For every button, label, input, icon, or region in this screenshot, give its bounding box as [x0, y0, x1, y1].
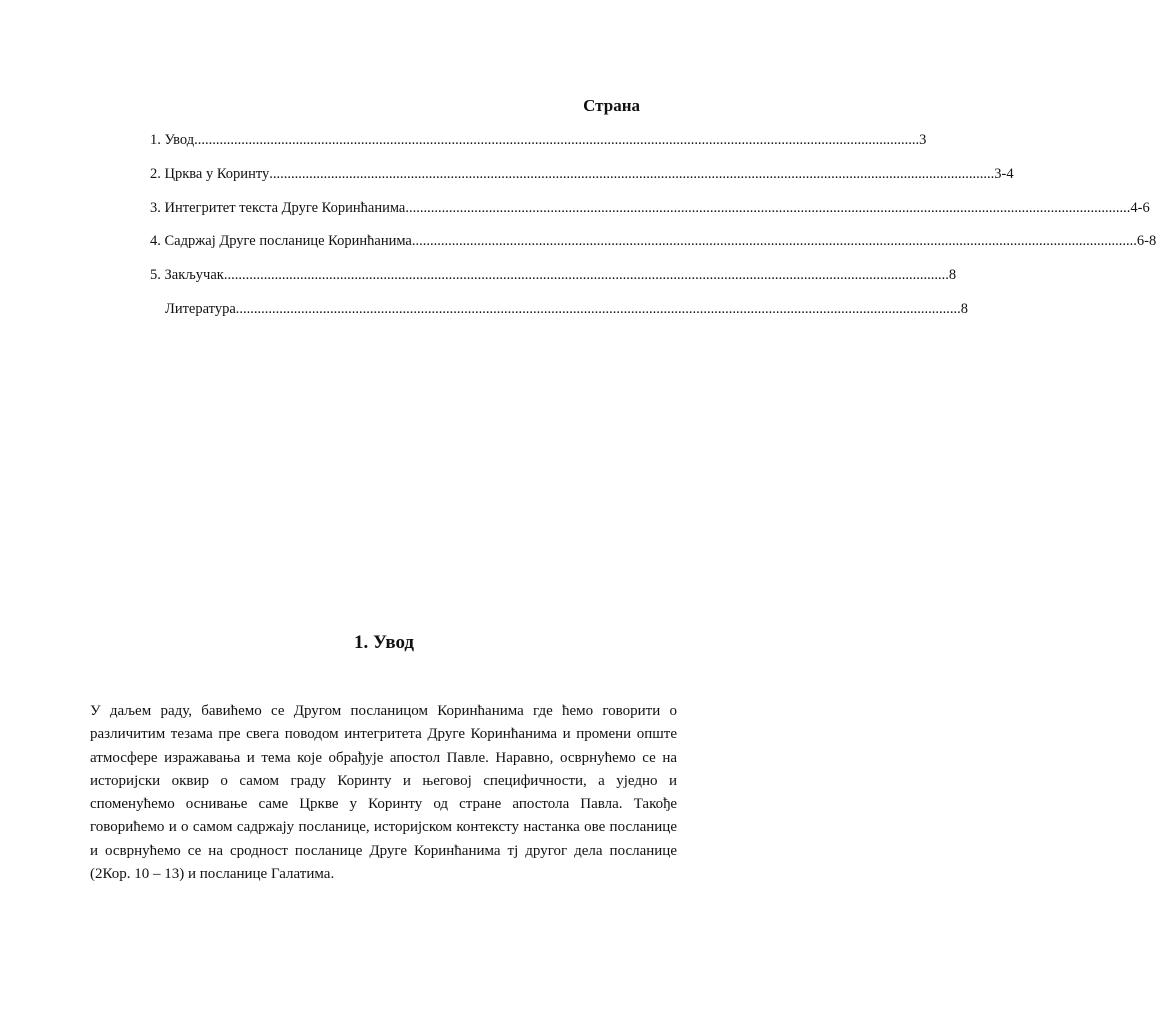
- toc-page-header: Страна: [583, 96, 640, 115]
- toc-item-text-integrity: [150, 199, 1150, 217]
- section-heading: 1. Увод: [353, 632, 415, 653]
- intro-paragraph: У даљем раду, бавићемо се Другом посланицом Коринћанима где ћемо говорити о различитим тезама пре свега поводом интегритета Друге Коринћанима и промени опште атмосфере изражавања и тема које обрађује апостол Павле. Наравно, осврнућемо се на историјски оквир о самом граду Коринту и његовој специфичности, а уједно и споменућемо оснивање саме Цркве у Коринту од стране апостола Павла. Такође говорићемо и о самом садржају посланице, историјском контексту настанка ове посланице и осврнућемо се на сродност посланице Друге Коринћанима тј другог дела посланице (2Кор. 10 – 13) и посланице Галатима.: [90, 703, 677, 883]
- toc-leader-dots: ........................................................................................................................................................................................................: [411, 233, 1137, 249]
- toc-item-page: 8: [948, 267, 957, 283]
- toc-item-literature: [165, 300, 969, 318]
- toc-item-intro: [150, 131, 927, 149]
- toc-leader-dots: ........................................................................................................................................................................................................: [235, 301, 961, 317]
- toc-leader-dots: ........................................................................................................................................................................................................: [194, 132, 920, 148]
- toc-item-title: Литература: [165, 301, 236, 317]
- toc-item-title: 3. Интегритет текста Друге Коринћанима: [150, 200, 406, 216]
- toc-item-page: 6-8: [1136, 233, 1156, 249]
- toc-item-page: 4-6: [1130, 200, 1150, 216]
- toc-item-page: 3: [919, 132, 927, 148]
- toc-item-page: 8: [960, 301, 969, 317]
- toc-leader-dots: ........................................................................................................................................................................................................: [269, 166, 995, 182]
- toc-item-conclusion: [150, 266, 957, 284]
- toc-leader-dots: ........................................................................................................................................................................................................: [223, 267, 949, 283]
- toc-item-page: 3-4: [994, 166, 1014, 182]
- toc-item-church-corinth: [150, 165, 1014, 183]
- toc-item-title: 2. Црква у Коринту: [150, 166, 270, 182]
- toc-item-title: 1. Увод: [150, 132, 195, 148]
- toc-item-title: 5. Закључак: [150, 267, 224, 283]
- toc-leader-dots: ........................................................................................................................................................................................................: [405, 200, 1131, 216]
- toc-item-contents: [150, 232, 1156, 250]
- toc-item-title: 4. Садржај Друге посланице Коринћанима: [150, 233, 412, 249]
